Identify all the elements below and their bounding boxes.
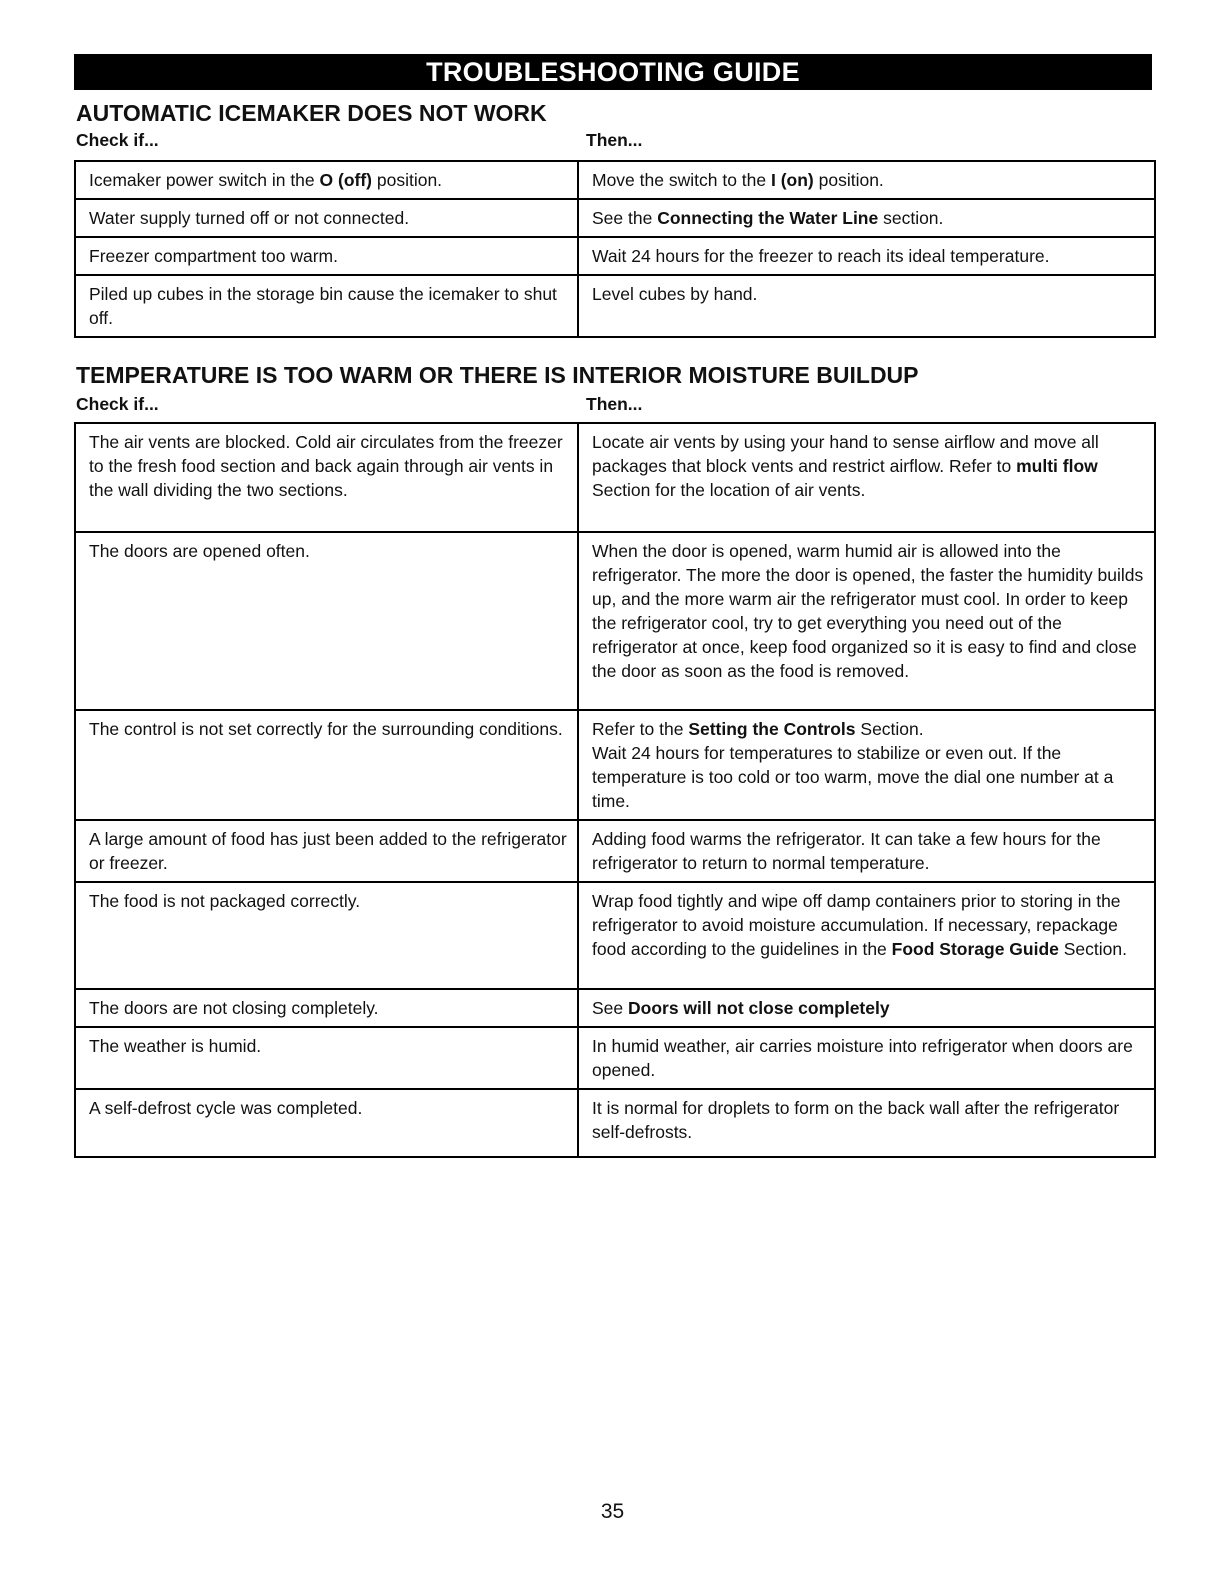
cell-text: The air vents are blocked. Cold air circulates from the freezer to the fresh food section and back again through air vents in the wall dividing the two sections. xyxy=(89,432,563,500)
cell-text: Locate air vents by using your hand to sense airflow and move all packages that block vents and restrict airflow. Refer to xyxy=(592,432,1099,476)
then-cell xyxy=(578,882,1155,989)
table-row xyxy=(75,199,1155,237)
bold-reference: I (on) xyxy=(770,170,814,190)
check-cell xyxy=(75,237,578,275)
check-cell xyxy=(75,882,578,989)
bold-reference: Doors will not close completely xyxy=(628,998,890,1018)
cell-text: position. xyxy=(372,170,443,190)
cell-text: Freezer compartment too warm. xyxy=(89,246,338,266)
then-cell xyxy=(578,199,1155,237)
then-cell xyxy=(578,989,1155,1027)
cell-text: The control is not set correctly for the surrounding conditions. xyxy=(89,719,563,739)
check-cell xyxy=(75,161,578,199)
then-header: Then... xyxy=(586,130,643,150)
then-header: Then... xyxy=(586,394,643,414)
cell-text: Refer to the xyxy=(592,719,689,739)
page-banner: TROUBLESHOOTING GUIDE xyxy=(74,54,1152,90)
cell-text: Icemaker power switch in the xyxy=(89,170,320,190)
cell-text: Piled up cubes in the storage bin cause the icemaker to shut off. xyxy=(89,284,557,328)
check-cell xyxy=(75,820,578,882)
page-number: 35 xyxy=(600,1500,625,1523)
cell-text: A self-defrost cycle was completed. xyxy=(89,1098,363,1118)
section-title-icemaker: AUTOMATIC ICEMAKER DOES NOT WORK xyxy=(76,100,547,126)
table-row xyxy=(75,710,1155,820)
cell-text: Level cubes by hand. xyxy=(592,284,758,304)
then-cell xyxy=(578,423,1155,532)
bold-reference: Food Storage Guide xyxy=(891,939,1059,959)
check-cell xyxy=(75,1027,578,1089)
table-row xyxy=(75,161,1155,199)
then-cell xyxy=(578,1027,1155,1089)
bold-reference: multi flow xyxy=(1016,456,1098,476)
cell-text: The doors are opened often. xyxy=(89,541,310,561)
table-row xyxy=(75,423,1155,532)
bold-reference: O (off) xyxy=(319,170,372,190)
then-cell xyxy=(578,710,1155,820)
cell-text: Water supply turned off or not connected. xyxy=(89,208,410,228)
then-cell xyxy=(578,532,1155,710)
then-cell xyxy=(578,161,1155,199)
table-row xyxy=(75,532,1155,710)
cell-text: Wait 24 hours for the freezer to reach its ideal temperature. xyxy=(592,246,1050,266)
cell-text: Section. xyxy=(855,719,924,739)
bold-reference: Setting the Controls xyxy=(688,719,856,739)
cell-text: Wrap food tightly and wipe off damp containers prior to storing in the refrigerator to avoid moisture accumulation. If necessary, repackage food according to the guidelines in the xyxy=(592,891,1121,959)
bold-reference: Connecting the Water Line xyxy=(657,208,879,228)
cell-text: It is normal for droplets to form on the back wall after the refrigerator self-defrosts. xyxy=(592,1098,1120,1142)
cell-text: position. xyxy=(813,170,884,190)
table-row xyxy=(75,882,1155,989)
check-cell xyxy=(75,423,578,532)
table-row xyxy=(75,820,1155,882)
table-row xyxy=(75,1089,1155,1157)
check-cell xyxy=(75,989,578,1027)
then-cell xyxy=(578,1089,1155,1157)
section-title-temperature: TEMPERATURE IS TOO WARM OR THERE IS INTERIOR MOISTURE BUILDUP xyxy=(76,362,919,388)
cell-text: section. xyxy=(878,208,944,228)
check-cell xyxy=(75,1089,578,1157)
cell-text: The weather is humid. xyxy=(89,1036,262,1056)
cell-text: A large amount of food has just been added to the refrigerator or freezer. xyxy=(89,829,567,873)
check-cell xyxy=(75,532,578,710)
table-row xyxy=(75,1027,1155,1089)
cell-text: In humid weather, air carries moisture into refrigerator when doors are opened. xyxy=(592,1036,1133,1080)
icemaker-table xyxy=(74,160,1156,338)
temperature-table xyxy=(74,422,1156,1158)
check-cell xyxy=(75,710,578,820)
check-if-header: Check if... xyxy=(76,130,159,150)
check-cell xyxy=(75,275,578,337)
check-cell xyxy=(75,199,578,237)
cell-text: The doors are not closing completely. xyxy=(89,998,379,1018)
then-cell xyxy=(578,237,1155,275)
table-row xyxy=(75,275,1155,337)
then-cell xyxy=(578,820,1155,882)
cell-text: When the door is opened, warm humid air is allowed into the refrigerator. The more the door is opened, the faster the humidity builds up, and the more warm air the refrigerator must cool. In order to keep the refrigerator cool, try to get everything you need out of the refrigerator at once, keep food organized so it is easy to find and close the door as soon as the food is removed. xyxy=(592,541,1144,681)
cell-text: Adding food warms the refrigerator. It can take a few hours for the refrigerator to return to normal temperature. xyxy=(592,829,1101,873)
then-cell xyxy=(578,275,1155,337)
cell-text: Wait 24 hours for temperatures to stabilize or even out. If the temperature is too cold or too warm, move the dial one number at a time. xyxy=(592,743,1114,811)
cell-text: Move the switch to the xyxy=(592,170,771,190)
check-if-header: Check if... xyxy=(76,394,159,414)
table-row xyxy=(75,989,1155,1027)
table-row xyxy=(75,237,1155,275)
cell-text: Section for the location of air vents. xyxy=(592,480,866,500)
cell-text: See the xyxy=(592,208,658,228)
cell-text: The food is not packaged correctly. xyxy=(89,891,361,911)
cell-text: See xyxy=(592,998,628,1018)
cell-text: Section. xyxy=(1058,939,1127,959)
